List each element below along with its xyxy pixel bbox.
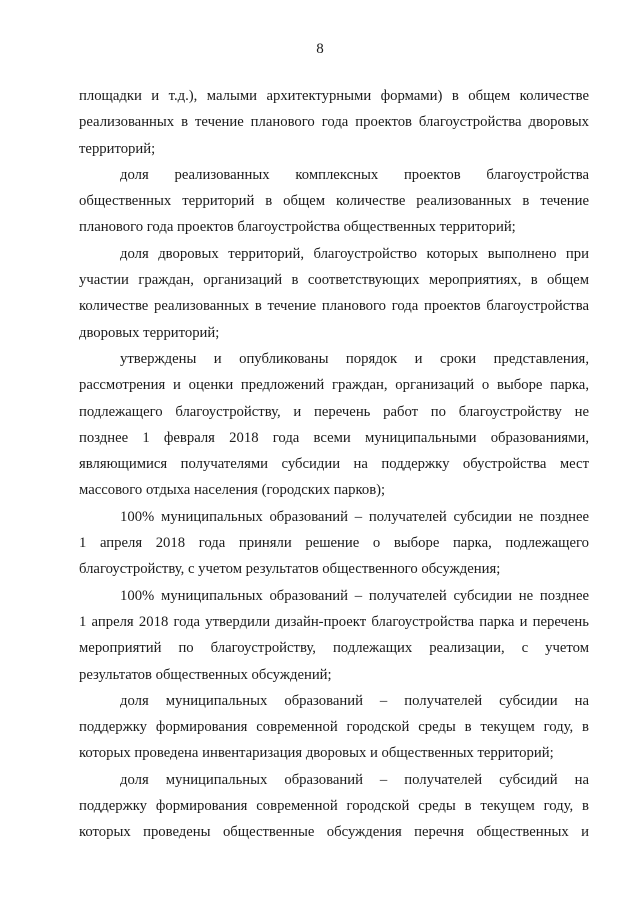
text-line: являющимися получателями субсидии на поддержку обустройства мест bbox=[79, 456, 589, 473]
text-line: поддержку формирования современной городской среды в текущем году, в bbox=[79, 798, 589, 815]
text-line: поддержку формирования современной городской среды в текущем году, в bbox=[79, 719, 589, 736]
text-line: доля муниципальных образований – получателей субсидии на bbox=[120, 692, 589, 709]
text-line: общественных территорий в общем количестве реализованных в течение bbox=[79, 193, 589, 210]
paragraph-1 bbox=[79, 83, 589, 162]
text-line: 1 апреля 2018 года утвердили дизайн-проект благоустройства парка и перечень bbox=[79, 613, 589, 630]
page-number: 8 bbox=[316, 41, 324, 57]
document-body bbox=[79, 83, 589, 846]
paragraph-5 bbox=[79, 504, 589, 583]
text-line: доля дворовых территорий, благоустройство которых выполнено при bbox=[120, 245, 589, 262]
text-line: массового отдыха населения (городских парков); bbox=[79, 482, 386, 499]
paragraph-7 bbox=[79, 688, 589, 767]
text-line: 1 апреля 2018 года приняли решение о выборе парка, подлежащего bbox=[79, 535, 589, 552]
text-line: рассмотрения и оценки предложений граждан, организаций о выборе парка, bbox=[79, 377, 589, 394]
paragraph-2 bbox=[79, 162, 589, 241]
paragraph-6 bbox=[79, 583, 589, 688]
text-line: участии граждан, организаций в соответствующих мероприятиях, в общем bbox=[79, 272, 589, 289]
text-line: площадки и т.д.), малыми архитектурными формами) в общем количестве bbox=[79, 88, 589, 104]
text-line: территорий; bbox=[79, 140, 156, 157]
text-line: результатов общественных обсуждений; bbox=[79, 666, 332, 683]
text-line: 100% муниципальных образований – получателей субсидии не позднее bbox=[120, 587, 589, 604]
paragraph-8 bbox=[79, 767, 589, 846]
paragraph-3 bbox=[79, 241, 589, 346]
text-line: планового года проектов благоустройства общественных территорий; bbox=[79, 219, 516, 236]
paragraph-4 bbox=[79, 346, 589, 504]
text-line: которых проведены общественные обсуждения перечня общественных и bbox=[79, 824, 589, 841]
text-line: доля муниципальных образований – получателей субсидий на bbox=[120, 771, 589, 788]
text-line: доля реализованных комплексных проектов благоустройства bbox=[120, 166, 589, 183]
text-line: подлежащего благоустройству, и перечень работ по благоустройству не bbox=[79, 403, 589, 420]
text-line: благоустройству, с учетом результатов общественного обсуждения; bbox=[79, 561, 501, 578]
text-line: количестве реализованных в течение планового года проектов благоустройства bbox=[79, 298, 589, 315]
text-line: дворовых территорий; bbox=[79, 324, 220, 341]
text-line: утверждены и опубликованы порядок и сроки представления, bbox=[120, 350, 589, 367]
text-line: которых проведена инвентаризация дворовых и общественных территорий; bbox=[79, 745, 554, 762]
text-line: реализованных в течение планового года проектов благоустройства дворовых bbox=[79, 114, 589, 131]
text-line: позднее 1 февраля 2018 года всеми муниципальными образованиями, bbox=[79, 429, 589, 446]
text-line: 100% муниципальных образований – получателей субсидии не позднее bbox=[120, 508, 589, 525]
text-line: мероприятий по благоустройству, подлежащих реализации, с учетом bbox=[79, 640, 589, 657]
